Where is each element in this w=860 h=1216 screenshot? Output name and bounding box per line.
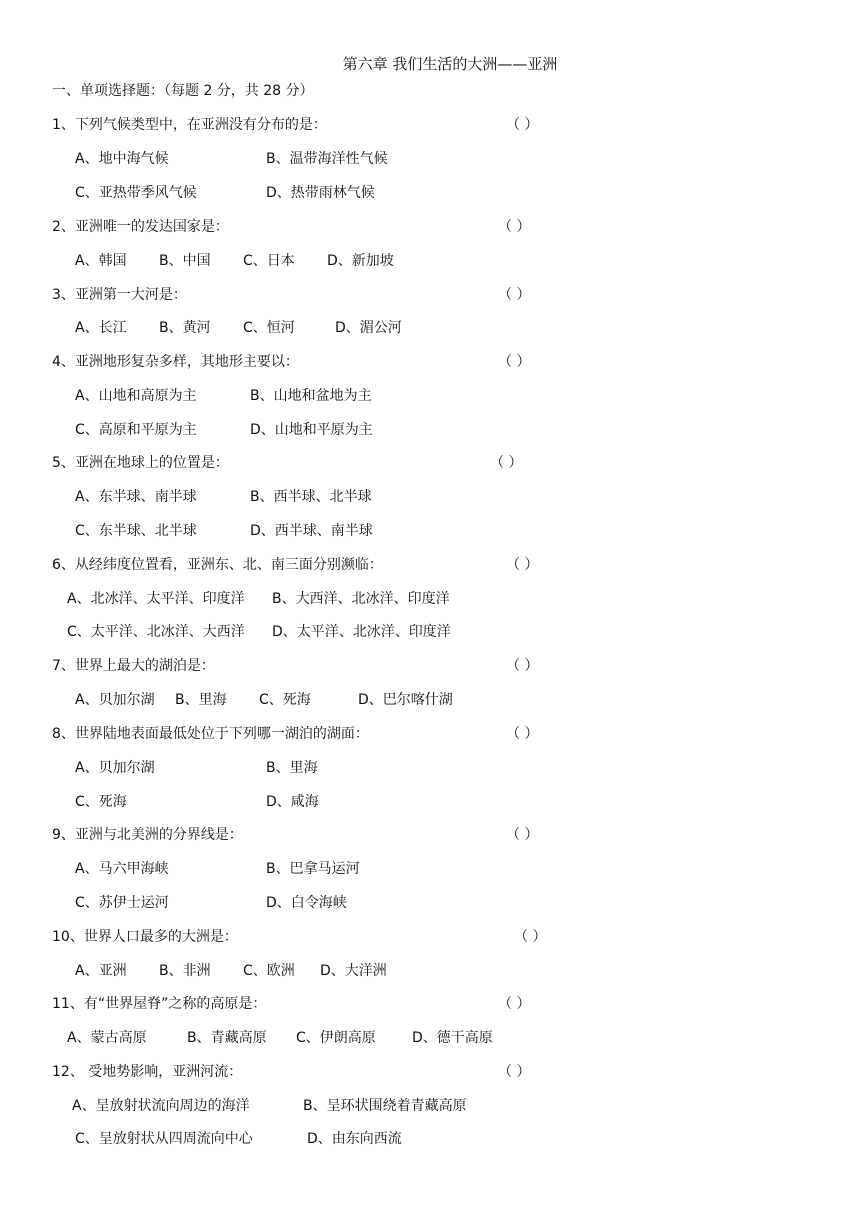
option-b: B、大西洋、北冰洋、印度洋 <box>272 591 450 607</box>
answer-bracket: （ ） <box>506 117 539 133</box>
answer-bracket: （ ） <box>490 455 523 471</box>
answer-bracket: （ ） <box>498 354 531 370</box>
option-a: A、蒙古高原 <box>67 1030 147 1046</box>
option-d: D、咸海 <box>266 794 319 810</box>
answer-bracket: （ ） <box>514 929 547 945</box>
option-d: D、热带雨林气候 <box>266 185 375 201</box>
option-b: B、青藏高原 <box>187 1030 267 1046</box>
option-c: C、太平洋、北冰洋、大西洋 <box>67 624 245 640</box>
option-c: C、苏伊士运河 <box>75 895 169 911</box>
option-a: A、亚洲 <box>75 963 127 979</box>
question-stem: 11、有“世界屋脊”之称的高原是： <box>52 996 267 1012</box>
option-c: C、呈放射状从四周流向中心 <box>75 1131 253 1147</box>
option-c: C、高原和平原为主 <box>75 422 197 438</box>
question-stem: 7、世界上最大的湖泊是： <box>52 658 215 674</box>
question-stem: 5、亚洲在地球上的位置是： <box>52 455 229 471</box>
option-c: C、死海 <box>75 794 127 810</box>
option-d: D、由东向西流 <box>307 1131 402 1147</box>
option-d: D、湄公河 <box>335 320 402 336</box>
question-stem: 9、亚洲与北美洲的分界线是： <box>52 827 243 843</box>
answer-bracket: （ ） <box>498 287 531 303</box>
page-title: 第六章 我们生活的大洲——亚洲 <box>342 55 558 73</box>
question-stem: 2、亚洲唯一的发达国家是： <box>52 219 229 235</box>
option-a: A、韩国 <box>75 253 127 269</box>
answer-bracket: （ ） <box>506 726 539 742</box>
answer-bracket: （ ） <box>498 219 531 235</box>
question-stem: 8、世界陆地表面最低处位于下列哪一湖泊的湖面： <box>52 726 369 742</box>
option-a: A、长江 <box>75 320 127 336</box>
option-d: D、德干高原 <box>412 1030 493 1046</box>
option-b: B、里海 <box>175 692 227 708</box>
answer-bracket: （ ） <box>506 827 539 843</box>
option-d: D、太平洋、北冰洋、印度洋 <box>272 624 451 640</box>
option-d: D、大洋洲 <box>320 963 387 979</box>
option-b: B、呈环状围绕着青藏高原 <box>303 1098 467 1114</box>
option-b: B、黄河 <box>159 320 211 336</box>
answer-bracket: （ ） <box>498 1064 531 1080</box>
option-a: A、贝加尔湖 <box>75 692 155 708</box>
option-b: B、非洲 <box>159 963 211 979</box>
option-a: A、贝加尔湖 <box>75 760 155 776</box>
option-a: A、山地和高原为主 <box>75 388 197 404</box>
question-stem: 10、世界人口最多的大洲是： <box>52 929 238 945</box>
option-b: B、温带海洋性气候 <box>266 151 388 167</box>
option-b: B、里海 <box>266 760 318 776</box>
option-c: C、日本 <box>243 253 295 269</box>
option-c: C、欧洲 <box>243 963 295 979</box>
option-a: A、地中海气候 <box>75 151 169 167</box>
answer-bracket: （ ） <box>498 996 531 1012</box>
option-d: D、新加坡 <box>327 253 394 269</box>
option-d: D、山地和平原为主 <box>250 422 373 438</box>
option-d: D、白令海峡 <box>266 895 347 911</box>
option-d: D、西半球、南半球 <box>250 523 373 539</box>
option-c: C、死海 <box>259 692 311 708</box>
question-stem: 6、从经纬度位置看，亚洲东、北、南三面分别濒临： <box>52 557 383 573</box>
option-a: A、呈放射状流向周边的海洋 <box>72 1098 250 1114</box>
option-b: B、巴拿马运河 <box>266 861 360 877</box>
question-stem: 4、亚洲地形复杂多样，其地形主要以： <box>52 354 299 370</box>
answer-bracket: （ ） <box>506 658 539 674</box>
option-b: B、西半球、北半球 <box>250 489 372 505</box>
answer-bracket: （ ） <box>506 557 539 573</box>
option-d: D、巴尔喀什湖 <box>358 692 453 708</box>
option-a: A、东半球、南半球 <box>75 489 197 505</box>
option-c: C、东半球、北半球 <box>75 523 197 539</box>
option-a: A、北冰洋、太平洋、印度洋 <box>67 591 245 607</box>
option-c: C、伊朗高原 <box>296 1030 376 1046</box>
question-stem: 1、下列气候类型中，在亚洲没有分布的是： <box>52 117 327 133</box>
section-heading: 一、单项选择题：（每题 2 分，共 28 分） <box>52 83 314 99</box>
option-c: C、恒河 <box>243 320 295 336</box>
question-stem: 3、亚洲第一大河是： <box>52 287 187 303</box>
option-b: B、中国 <box>159 253 211 269</box>
option-b: B、山地和盆地为主 <box>250 388 372 404</box>
option-c: C、亚热带季风气候 <box>75 185 197 201</box>
question-stem: 12、 受地势影响，亚洲河流： <box>52 1064 243 1080</box>
option-a: A、马六甲海峡 <box>75 861 169 877</box>
